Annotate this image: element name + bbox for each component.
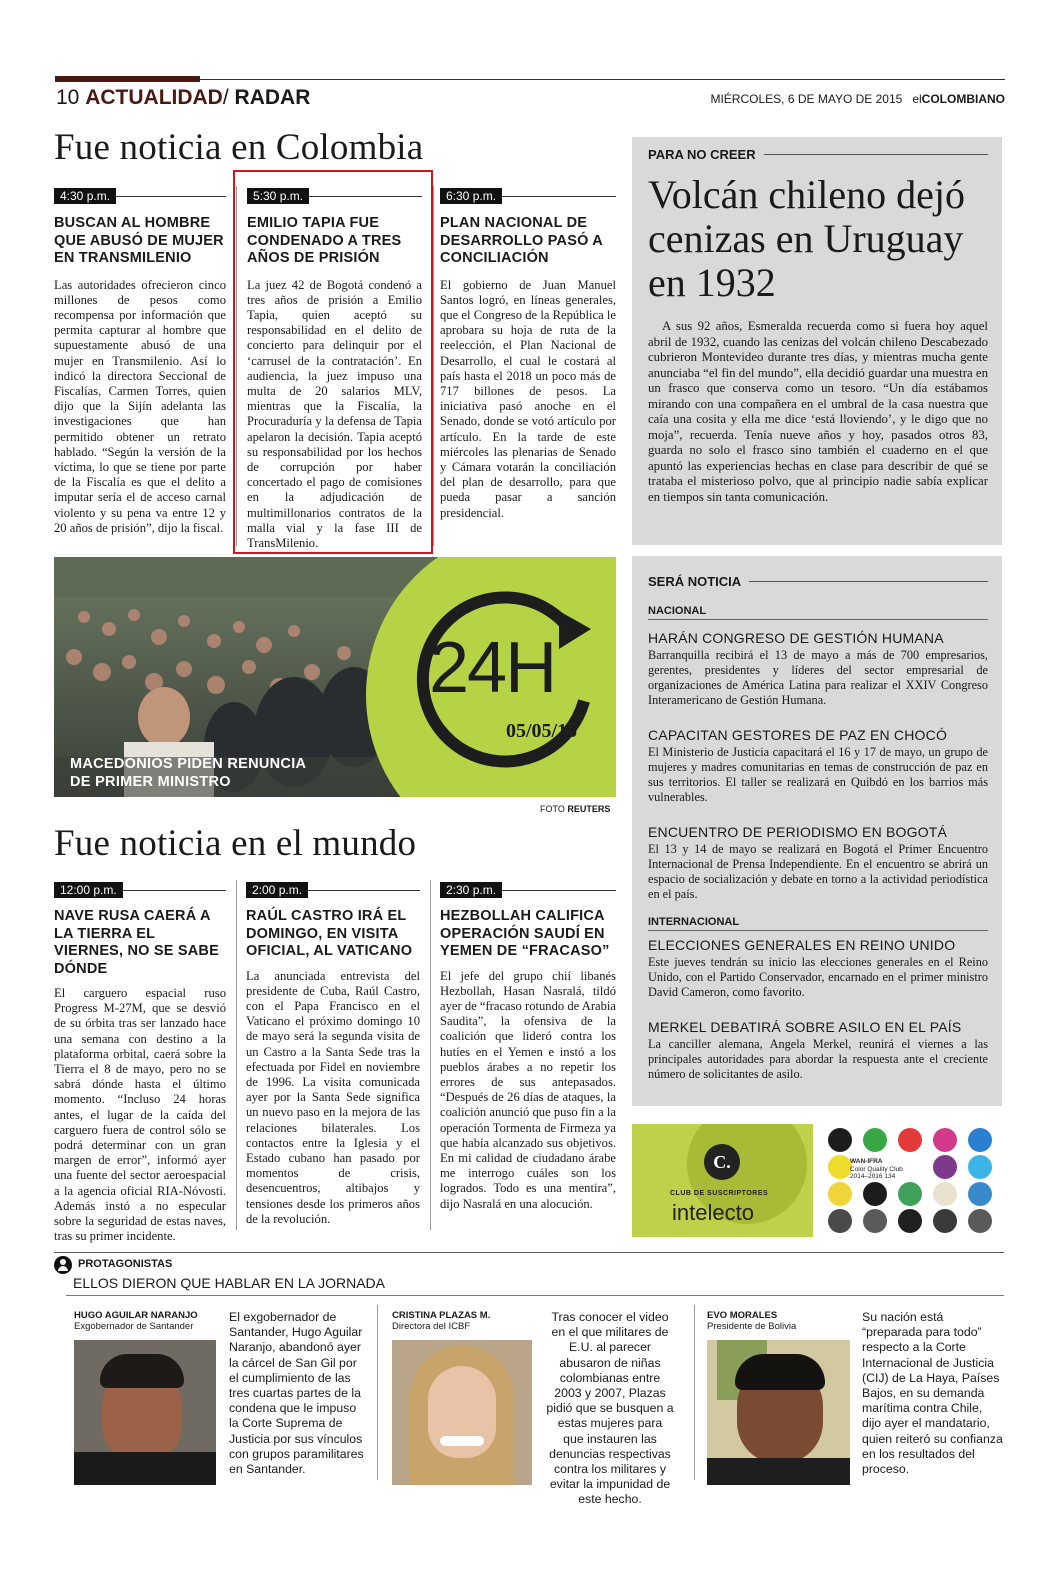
color-swatch bbox=[933, 1209, 957, 1233]
protagonistas-person-icon bbox=[54, 1256, 72, 1274]
24h-badge-date: 05/05/15 bbox=[506, 720, 578, 742]
masthead bbox=[710, 92, 1005, 106]
protagonist-2 bbox=[392, 1310, 532, 1485]
story-body: El gobierno de Juan Manuel Santos logró, en líneas generales, que el Congreso de la República le aprobara su hoja de ruta de la reelección, el Plan Nacional de Desarrollo, el cual le costará al país hasta el 2018 un poco más de 717 billones de pesos. La iniciativa pasó anoche en el Senado, donde se votó artículo por artículo. En la tarde de este miércoles las plenarias de Senado y Cámara votarán la conciliación del plan de desarrollo, para que pueda pasar a sanción presidencial. bbox=[440, 277, 616, 520]
waninfra-label: WAN-IFRA Color Quality Club 2014–2016 134 bbox=[850, 1158, 903, 1180]
story-time: 2:00 p.m. bbox=[246, 882, 308, 898]
sera-item-body: El 13 y 14 de mayo se realizará en Bogotá el Primer Encuentro Internacional de Prensa Independiente. En el encuentro se abrirá un espacio de socialización y debate en torno a la actividad periodística en el país. bbox=[648, 842, 988, 901]
club-suscriptores-ad[interactable] bbox=[632, 1124, 813, 1237]
para-no-creer-body: A sus 92 años, Esmeralda recuerda como si fuera hoy aquel abril de 1932, cuando las cenizas del volcán chileno Descabezado cubrieron Montevideo durante tres días, y mientras mucha gente anunciaba “el fin del mundo”, ella decidió guardar una muestra en un frasco que conserva como un tesoro. “Un día estábamos mirando con una compañera en el umbral de la casa nuestra que caía una cosita y ella me dice ‘está lloviendo’, y le digo que no moja”, recuerda. Tenía nueve años y hoy, pasados otros 83, guarda no solo el frasco sino también el cuaderno en el que apuntó las experiencias hechas en clase para describir de qué se trataba el misterioso polvo, que al principio nadie sabía explicar en tiempos sin tanta comunicación. bbox=[648, 319, 988, 504]
sera-item bbox=[648, 824, 988, 902]
story-body: Las autoridades ofrecieron cinco millones de pesos como recompensa por información que permita capturar al hombre que supuestamente abusó de una mujer en Transmilenio. Así lo indicó la directora Seccional de Fiscalías, Carmen Torres, quien dijo que la Sijín adelanta las investigaciones que han permitido obtener un retrato hablado. “Según la versión de la víctima, lo que se tiene por parte de la Fiscalía es que el delito a imputar sería el de acceso carnal violento y su pena va entre 12 y 20 años de prisión”, dijo la fiscal. bbox=[54, 277, 226, 535]
section-header bbox=[56, 86, 310, 110]
story-time: 2:30 p.m. bbox=[440, 882, 502, 898]
sera-item-body: Este jueves tendrán su inicio las elecciones generales en el Reino Unido, con el Partido Conservador, encarnado en el primer ministro David Cameron, como favorito. bbox=[648, 955, 988, 999]
story-headline: BUSCAN AL HOMBRE QUE ABUSÓ DE MUJER EN TRANSMILENIO bbox=[54, 215, 224, 266]
issue-date: MIÉRCOLES, 6 DE MAYO DE 2015 bbox=[710, 92, 903, 106]
section-separator: / bbox=[222, 86, 229, 109]
time-rule bbox=[123, 890, 226, 891]
mundo-story-1 bbox=[54, 882, 226, 1244]
club-label: CLUB DE SUSCRIPTORES bbox=[670, 1190, 769, 1197]
story-headline: HEZBOLLAH CALIFICA OPERACIÓN SAUDÍ EN YEMEN DE “FRACASO” bbox=[440, 908, 610, 959]
club-brand: intelecto bbox=[672, 1200, 754, 1225]
protagonist-text: Su nación está “preparada para todo” respecto a la Corte Internacional de Justicia (CIJ) de La Haya, Países Bajos, en su demanda marítima contra Chile, dijo ayer el mandatario, quien reiteró su confianza en los resultados del proceso. bbox=[862, 1310, 1003, 1477]
sera-item-title: ELECCIONES GENERALES EN REINO UNIDO bbox=[648, 937, 956, 953]
photo-credit bbox=[540, 804, 610, 814]
color-swatch bbox=[933, 1128, 957, 1152]
photo-credit-prefix: FOTO bbox=[540, 804, 565, 814]
sera-item-body: Barranquilla recibirá el 13 de mayo a más de 700 empresarios, gerentes, presidentes y líderes del sector empresarial de organizaciones de América Latina para realizar el XXIV Congreso Interamericano de Gestión Humana. bbox=[648, 648, 988, 707]
story-headline: EMILIO TAPIA FUE CONDENADO A TRES AÑOS DE PRISIÓN bbox=[247, 215, 402, 266]
column-divider bbox=[430, 880, 431, 1230]
protest-photo bbox=[54, 557, 616, 797]
mundo-story-2 bbox=[246, 882, 420, 1227]
sera-noticia-internacional bbox=[648, 916, 988, 1082]
sera-item bbox=[648, 727, 988, 805]
photo-credit-source: REUTERS bbox=[567, 804, 611, 814]
colombia-section-title: Fue noticia en Colombia bbox=[54, 127, 424, 168]
color-swatch bbox=[898, 1182, 922, 1206]
color-swatch bbox=[828, 1209, 852, 1233]
story-time: 5:30 p.m. bbox=[247, 188, 309, 204]
color-swatch bbox=[968, 1209, 992, 1233]
protagonist-text: Tras conocer el video en el que militares de E.U. al parecer abusaron de niñas colombianas entre 2003 y 2007, Plazas pidió que se busquen a estas mujeres para que instauren las denuncias respectivas contra los militares y evitar la impunidad de este hecho. bbox=[546, 1310, 674, 1507]
protagonist-role: Directora del ICBF bbox=[392, 1321, 471, 1332]
column-divider bbox=[377, 1305, 378, 1480]
protagonistas-subrule bbox=[66, 1295, 1004, 1296]
column-divider bbox=[236, 880, 237, 1230]
story-headline: PLAN NACIONAL DE DESARROLLO PASÓ A CONCILIACIÓN bbox=[440, 215, 603, 266]
subsection-name: RADAR bbox=[234, 86, 311, 109]
protagonist-name: EVO MORALES bbox=[707, 1310, 778, 1321]
protagonist-photo bbox=[707, 1340, 850, 1485]
protagonist-photo bbox=[74, 1340, 216, 1485]
time-rule bbox=[308, 890, 420, 891]
sera-item-body: El Ministerio de Justicia capacitará el 16 y 17 de mayo, un grupo de mujeres y madres comunitarias en temas de construcción de paz en sus territorios. El taller se realizará en Quibdó en los barrios más vulnerables. bbox=[648, 745, 988, 804]
protagonistas-rule bbox=[54, 1252, 1004, 1253]
sera-item bbox=[648, 630, 988, 708]
nacional-label: NACIONAL bbox=[648, 605, 707, 617]
protagonist-1 bbox=[74, 1310, 216, 1485]
time-rule bbox=[502, 196, 616, 197]
page-number: 10 bbox=[56, 86, 80, 109]
colombia-story-1 bbox=[54, 188, 226, 536]
color-swatch bbox=[933, 1155, 957, 1179]
para-no-creer-title: Volcán chileno dejó cenizas en Uruguay en 1932 bbox=[648, 172, 965, 305]
sera-item bbox=[648, 937, 988, 1000]
club-logo-icon: C. bbox=[704, 1144, 740, 1180]
protagonist-role: Presidente de Bolivia bbox=[707, 1321, 797, 1332]
story-time: 6:30 p.m. bbox=[440, 188, 502, 204]
protagonist-3 bbox=[707, 1310, 850, 1485]
photo-caption-line-1: MACEDONIOS PIDEN RENUNCIA bbox=[70, 756, 307, 772]
24h-badge-label: 24H bbox=[429, 628, 556, 708]
color-swatch bbox=[828, 1128, 852, 1152]
protagonist-photo bbox=[392, 1340, 532, 1485]
mundo-story-3 bbox=[440, 882, 616, 1212]
sera-item-title: MERKEL DEBATIRÁ SOBRE ASILO EN EL PAÍS bbox=[648, 1019, 962, 1035]
color-swatch bbox=[968, 1155, 992, 1179]
column-divider bbox=[433, 186, 434, 546]
section-name: ACTUALIDAD bbox=[85, 86, 223, 109]
paper-name: COLOMBIANO bbox=[921, 92, 1005, 106]
sera-item bbox=[648, 1019, 988, 1082]
photo-caption-line-2: DE PRIMER MINISTRO bbox=[70, 774, 231, 790]
sera-item-body: La canciller alemana, Angela Merkel, reunirá el viernes a las principales autoridades para abordar la respuesta ante el creciente número de solicitantes de asilo. bbox=[648, 1037, 988, 1081]
sera-noticia-kicker: SERÁ NOTICIA bbox=[648, 574, 742, 589]
color-swatch bbox=[968, 1182, 992, 1206]
protagonist-role: Exgobernador de Santander bbox=[74, 1321, 194, 1332]
colombia-story-3 bbox=[440, 188, 616, 521]
time-rule bbox=[502, 890, 616, 891]
colombia-story-2 bbox=[247, 188, 422, 551]
paper-prefix: el bbox=[912, 92, 922, 106]
story-time: 4:30 p.m. bbox=[54, 188, 116, 204]
story-body: El jefe del grupo chií libanés Hezbollah, Hasan Nasralá, tildó ayer de “fracaso rotundo de Arabia Saudita”, la ofensiva de la coalición que lideró contra los hutíes en el Yemen e instó a los pueblos árabes a no repetir los errores de sus antepasados. “Después de 26 días de ataques, la coalición anunció que puso fin a la operación Tormenta de Firmeza ya que había alcanzado sus objetivos. En mi calidad de ciudadano árabe me interrogo cuáles son los logrados. Todo es una mentira”, dijo Nasralá en una alocución. bbox=[440, 968, 616, 1211]
color-swatch bbox=[898, 1209, 922, 1233]
time-rule bbox=[309, 196, 422, 197]
mundo-section-title: Fue noticia en el mundo bbox=[54, 823, 417, 864]
protagonistas-subtitle: ELLOS DIERON QUE HABLAR EN LA JORNADA bbox=[73, 1275, 385, 1291]
story-body: El carguero espacial ruso Progress M-27M, que se desvió de su órbita tras ser lanzado hace una semana con destino a la plataforma orbital, caerá sobre la Tierra el 8 de mayo, pero no se sabrá dónde hasta el último momento. “Incluso 24 horas antes, el lugar de la caída del carguero fuera de control sólo se podrá determinar con un gran margen de error”, informó ayer una fuente del sector aeroespacial a la agencia oficial RIA-Nóvosti. Además instó a no especular sobre la seguridad de estas naves, tras su primer incidente. bbox=[54, 986, 226, 1244]
color-swatch bbox=[933, 1182, 957, 1206]
color-swatch bbox=[898, 1128, 922, 1152]
story-headline: RAÚL CASTRO IRÁ EL DOMINGO, EN VISITA OFICIAL, AL VATICANO bbox=[246, 908, 413, 959]
sera-noticia-nacional bbox=[648, 605, 988, 902]
protagonistas-kicker: PROTAGONISTAS bbox=[78, 1258, 173, 1270]
column-divider bbox=[694, 1305, 695, 1480]
photo-caption bbox=[70, 755, 306, 791]
story-body: La anunciada entrevista del presidente de Cuba, Raúl Castro, con el Papa Francisco en el Vaticano el próximo domingo 10 de mayo será la segunda visita de un Castro a la Santa Sede tras la efectuada por Fidel en noviembre de 1996. La visita comunicada ayer por la Santa Sede significa un nuevo paso en la mejora de las relaciones bilaterales. Los contactos entre la Iglesia y el Estado cubano han pasado por momentos de crisis, desencuentros, altibajos y tensiones desde los primeros años de la revolución. bbox=[246, 968, 420, 1226]
story-headline: NAVE RUSA CAERÁ A LA TIERRA EL VIERNES, NO SE SABE DÓNDE bbox=[54, 908, 219, 977]
header-rule bbox=[200, 79, 1005, 80]
internacional-label: INTERNACIONAL bbox=[648, 916, 740, 928]
color-swatch bbox=[863, 1209, 887, 1233]
color-swatch bbox=[828, 1155, 852, 1179]
protagonist-name: CRISTINA PLAZAS M. bbox=[392, 1310, 491, 1321]
header-accent-rule bbox=[55, 76, 200, 82]
story-time: 12:00 p.m. bbox=[54, 882, 123, 898]
protagonist-text: El exgobernador de Santander, Hugo Aguilar Naranjo, abandonó ayer la cárcel de San Gil por el cumplimiento de las tres cuartas partes de la condena que le impuso la Corte Suprema de Justicia por sus vínculos con grupos paramilitares en Santander. bbox=[229, 1310, 364, 1477]
sera-noticia-panel bbox=[632, 556, 1002, 1106]
sera-item-title: ENCUENTRO DE PERIODISMO EN BOGOTÁ bbox=[648, 824, 948, 840]
color-quality-swatches bbox=[822, 1124, 1002, 1237]
sera-item-title: CAPACITAN GESTORES DE PAZ EN CHOCÓ bbox=[648, 727, 948, 743]
protagonist-name: HUGO AGUILAR NARANJO bbox=[74, 1310, 198, 1321]
story-body: La juez 42 de Bogotá condenó a tres años de prisión a Emilio Tapia, quien aceptó su responsabilidad en el delito de concierto para delinquir por el ‘carrusel de la contratación’. En audiencia, la juez impuso una multa de 20 salarios MLV, mientras que la Fiscalía, la Procuraduría y la defensa de Tapia apelaron la decisión. Tapia aceptó su responsabilidad por los hechos de corrupción por haber concertado el pago de comisiones en la adjudicación de multimillonarios contratos de la malla vial y la fase III de TransMilenio. bbox=[247, 277, 422, 550]
time-rule bbox=[116, 196, 226, 197]
color-swatch bbox=[828, 1182, 852, 1206]
para-no-creer-panel bbox=[632, 137, 1002, 545]
color-swatch bbox=[968, 1128, 992, 1152]
sera-item-title: HARÁN CONGRESO DE GESTIÓN HUMANA bbox=[648, 630, 944, 646]
color-swatch bbox=[863, 1182, 887, 1206]
color-swatch bbox=[863, 1128, 887, 1152]
para-no-creer-kicker: PARA NO CREER bbox=[648, 147, 756, 162]
